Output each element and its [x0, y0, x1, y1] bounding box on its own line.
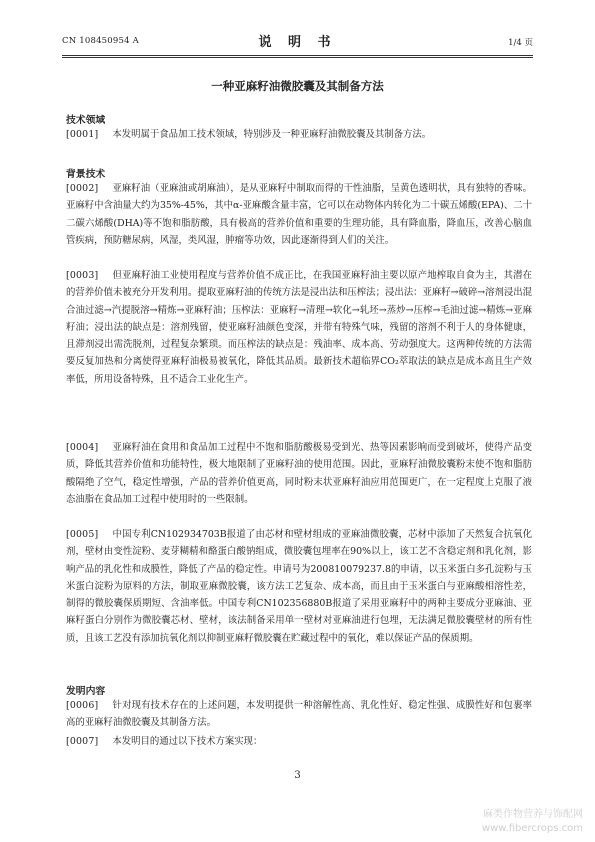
page-number: 3	[294, 770, 301, 781]
paragraph-0003	[66, 267, 532, 388]
paragraph-id: [0007]	[66, 736, 99, 747]
paragraph-text: 针对现有技术存在的上述问题，本发明提供一种溶解性高、乳化性好、稳定性强、成膜性好和包裹率高的亚麻籽油微胶囊及其制备方法。	[66, 700, 532, 729]
section-heading-tech-field: 技术领域	[66, 115, 106, 126]
document-title: 一种亚麻籽油微胶囊及其制备方法	[211, 79, 384, 93]
watermark-title: 麻类作物营养与饰配网	[483, 809, 583, 820]
paragraph-0002	[66, 180, 532, 249]
page-header	[62, 30, 533, 52]
watermark-url: www.fibercrops.com	[481, 823, 583, 834]
paragraph-0006	[66, 697, 532, 732]
paragraph-id: [0002]	[66, 183, 99, 194]
paragraph-text: 亚麻籽油在食用和食品加工过程中不饱和脂肪酸极易受到光、热等因素影响而受到破坏，使得产品变质，降低其营养价值和功能特性，极大地限制了亚麻籽油的使用范围。因此，亚麻籽油微胶囊粉末使不饱和脂肪酸隔绝了空气，稳定性增强，产品的营养价值更高，同时粉末状亚麻籽油应用范围更广，在一定程度上克服了液态油脂在食品加工过程中使用时的一些限制。	[66, 442, 532, 505]
paragraph-text: 本发明目的通过以下技术方案实现：	[112, 736, 263, 747]
page-indicator: 1/4 页	[508, 38, 533, 48]
paragraph-id: [0004]	[66, 442, 99, 453]
document-type: 说 明 书	[258, 35, 337, 50]
paragraph-text: 中国专利CN102934703B报道了由芯材和壁材组成的亚麻油微胶囊，芯材中添加了天然复合抗氧化剂，壁材由变性淀粉、麦芽糊精和酪蛋白酸钠组成，微胶囊包埋率在90%以上，该工艺不含稳定剂和乳化剂，影响产品的乳化性和成膜性，降低了产品的稳定性。申请号为200810079237.8的申请，以玉米蛋白多孔淀粉与玉米蛋白淀粉为原料的方法，制取亚麻微胶囊，该方法工艺复杂、成本高，而且由于玉米蛋白与亚麻酸相溶性差，制得的微胶囊保质期短、含油率低。中国专利CN102356880B报道了采用亚麻籽中的两种主要成分亚麻油、亚麻籽蛋白分别作为微胶囊芯材、壁材，该法制备采用单一壁材对亚麻油进行包埋，无法满足微胶囊壁材的所有性质，且该工艺没有添加抗氧化剂以抑制亚麻籽微胶囊在贮藏过程中的氧化，难以保证产品的保质期。	[66, 529, 532, 644]
section-heading-background: 背景技术	[66, 169, 106, 180]
paragraph-0007	[66, 733, 532, 750]
paragraph-text: 但亚麻籽油工业使用程度与营养价值不成正比，在我国亚麻籽油主要以原产地榨取自食为主，其潜在的营养价值未被充分开发利用。提取亚麻籽油的传统方法是浸出法和压榨法；浸出法：亚麻籽→破碎→溶剂浸出混合油过滤→汽提脱溶→精炼→亚麻籽油；压榨法：亚麻籽→清理→软化→轧坯→蒸炒→压榨→毛油过滤→精炼→亚麻籽油；浸出法的缺点是：溶剂残留，使亚麻籽油颜色变深，并带有特殊气味，残留的溶剂不利于人的身体健康，且滞剂浸出需洗脱剂，过程复杂繁琐。而压榨法的缺点是：残油率、成本高、劳动强度大。这两种传统的方法需要反复加热和分离使得亚麻籽油极易被氧化，降低其品质。最新技术超临界CO₂萃取法的缺点是成本高且生产效率低，所用设备特殊，且不适合工业化生产。	[66, 270, 532, 385]
header-rule-bottom	[62, 57, 533, 58]
watermark	[482, 808, 583, 836]
patent-number: CN 108450954 A	[62, 36, 139, 46]
paragraph-id: [0006]	[66, 700, 99, 711]
paragraph-0001	[66, 126, 532, 143]
paragraph-id: [0003]	[66, 270, 99, 281]
header-rule-top	[62, 55, 533, 56]
paragraph-0004	[66, 439, 532, 508]
paragraph-text: 亚麻籽油（亚麻油或胡麻油），是从亚麻籽中制取而得的干性油脂，呈黄色透明状，具有独特的香味。亚麻籽中含油量大约为35%-45%，其中α-亚麻酸含量丰富，它可以在动物体内转化为二十碳五烯酸(EPA)、二十二碳六烯酸(DHA)等不饱和脂肪酸，具有极高的营养价值和重要的生理功能，具有降血脂，降血压，改善心脑血管疾病，预防糖尿病，风湿，类风湿，肿瘤等功效，因此逐渐得到人们的关注。	[66, 183, 532, 246]
paragraph-0005	[66, 526, 532, 647]
paragraph-text: 本发明属于食品加工技术领域，特别涉及一种亚麻籽油微胶囊及其制备方法。	[112, 129, 432, 140]
paragraph-id: [0005]	[66, 529, 99, 540]
section-heading-summary: 发明内容	[66, 686, 106, 697]
paragraph-id: [0001]	[66, 129, 99, 140]
